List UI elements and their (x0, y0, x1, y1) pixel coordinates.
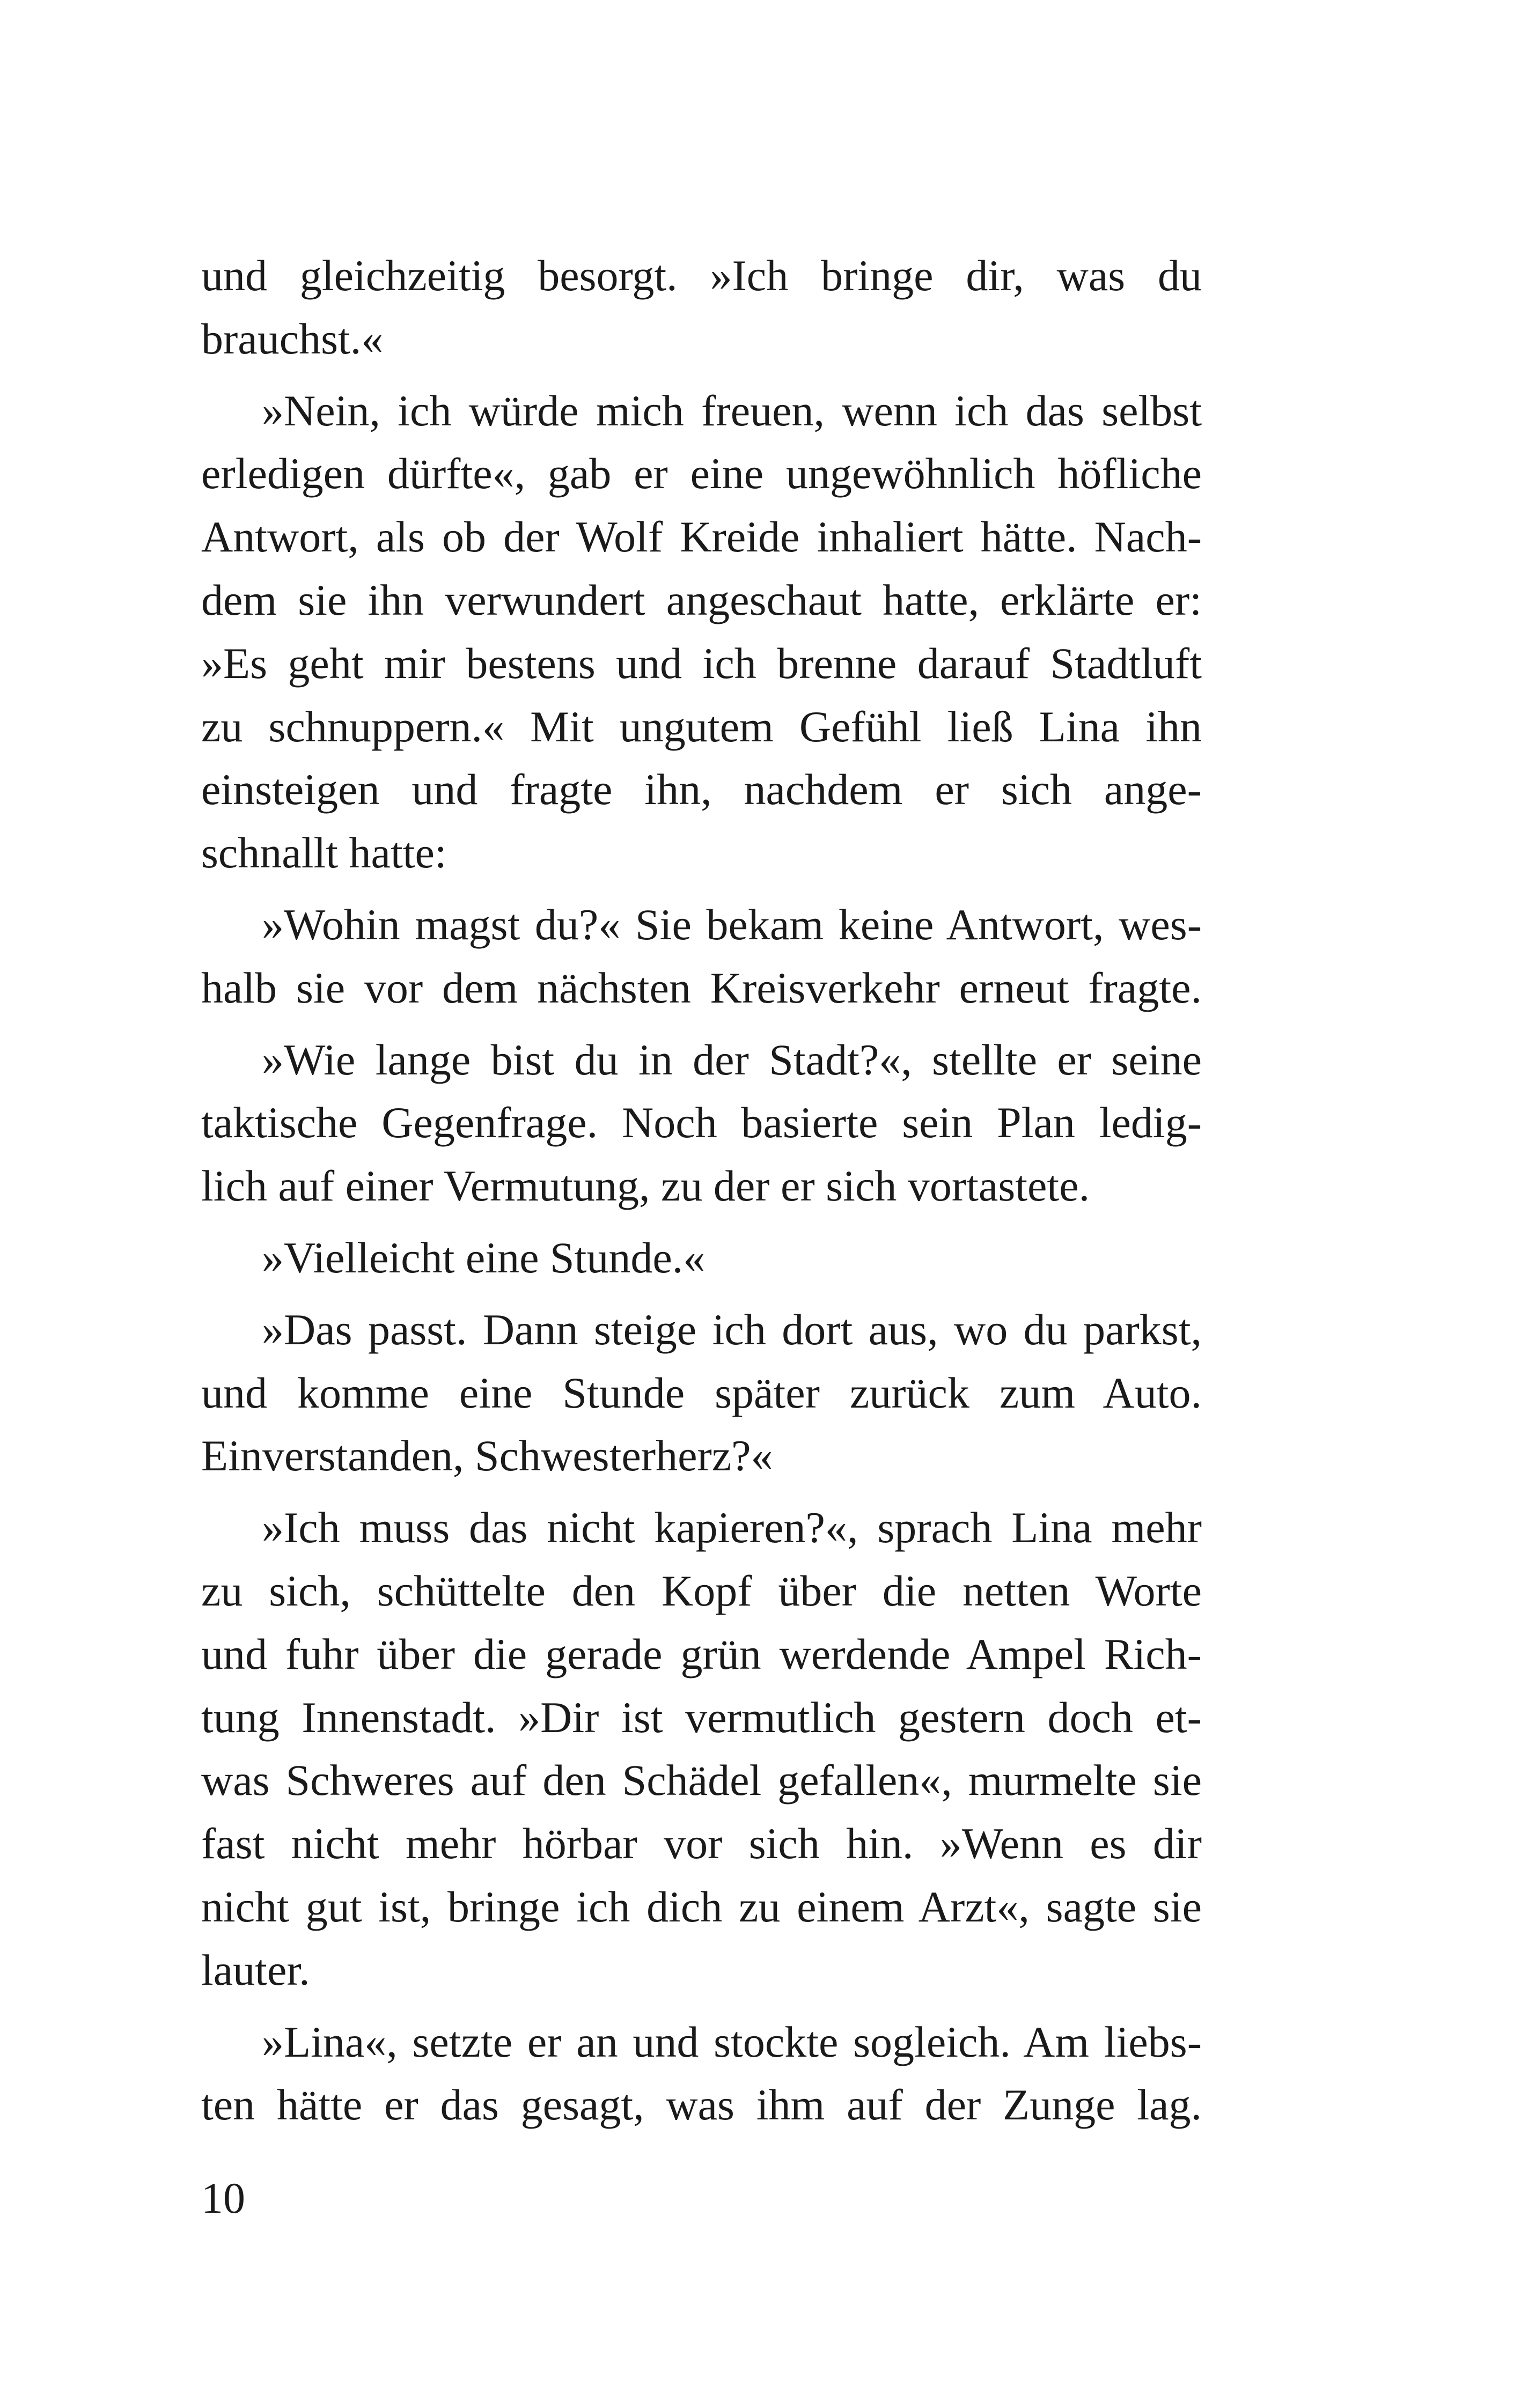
text-line: lich auf einer Vermutung, zu der er sich vortastete. (201, 1161, 1090, 1211)
text-line: taktische Gegenfrage. Noch basierte sein Plan ledig- (201, 1098, 1202, 1147)
text-line: ten hätte er das gesagt, was ihm auf der Zunge lag. (201, 2080, 1202, 2130)
text-line: dem sie ihn verwundert angeschaut hatte, erklärte er: (201, 575, 1202, 624)
text-line: »Lina«, setzte er an und stockte sogleich. Am liebs- (262, 2017, 1202, 2066)
text-line: »Wohin magst du?« Sie bekam keine Antwort, wes- (262, 900, 1202, 949)
text-line: und gleichzeitig besorgt. »Ich bringe dir, was du (201, 251, 1202, 300)
text-line: erledigen dürfte«, gab er eine ungewöhnlich höfliche (201, 449, 1202, 498)
text-line: lauter. (201, 1945, 310, 1994)
text-line: zu sich, schüttelte den Kopf über die netten Worte (201, 1566, 1202, 1615)
text-line: und komme eine Stunde später zurück zum Auto. (201, 1368, 1202, 1417)
text-line: »Vielleicht eine Stunde.« (262, 1233, 706, 1282)
text-line: Antwort, als ob der Wolf Kreide inhaliert hätte. Nach- (201, 512, 1202, 562)
text-line: brauchst.« (201, 314, 384, 363)
text-line: Einverstanden, Schwesterherz?« (201, 1431, 773, 1481)
text-line: »Wie lange bist du in der Stadt?«, stellte er seine (262, 1035, 1202, 1084)
text-line: schnallt hatte: (201, 828, 447, 878)
text-line: »Ich muss das nicht kapieren?«, sprach Lina mehr (262, 1503, 1202, 1552)
page-number: 10 (201, 2174, 245, 2222)
text-line: einsteigen und fragte ihn, nachdem er sich ange- (201, 765, 1202, 814)
text-line: fast nicht mehr hörbar vor sich hin. »Wenn es dir (201, 1819, 1202, 1868)
text-line: und fuhr über die gerade grün werdende Ampel Rich- (201, 1629, 1202, 1678)
text-line: zu schnuppern.« Mit ungutem Gefühl ließ Lina ihn (201, 702, 1202, 751)
text-line: was Schweres auf den Schädel gefallen«, murmelte sie (201, 1756, 1202, 1805)
text-line: nicht gut ist, bringe ich dich zu einem Arzt«, sagte sie (201, 1882, 1202, 1931)
text-line: halb sie vor dem nächsten Kreisverkehr erneut fragte. (201, 963, 1202, 1012)
text-line: »Nein, ich würde mich freuen, wenn ich das selbst (262, 386, 1202, 435)
text-line: tung Innenstadt. »Dir ist vermutlich gestern doch et- (201, 1692, 1202, 1742)
text-line: »Das passt. Dann steige ich dort aus, wo du parkst, (262, 1305, 1202, 1354)
text-line: »Es geht mir bestens und ich brenne darauf Stadtluft (201, 638, 1202, 688)
body-text (201, 244, 1202, 2137)
